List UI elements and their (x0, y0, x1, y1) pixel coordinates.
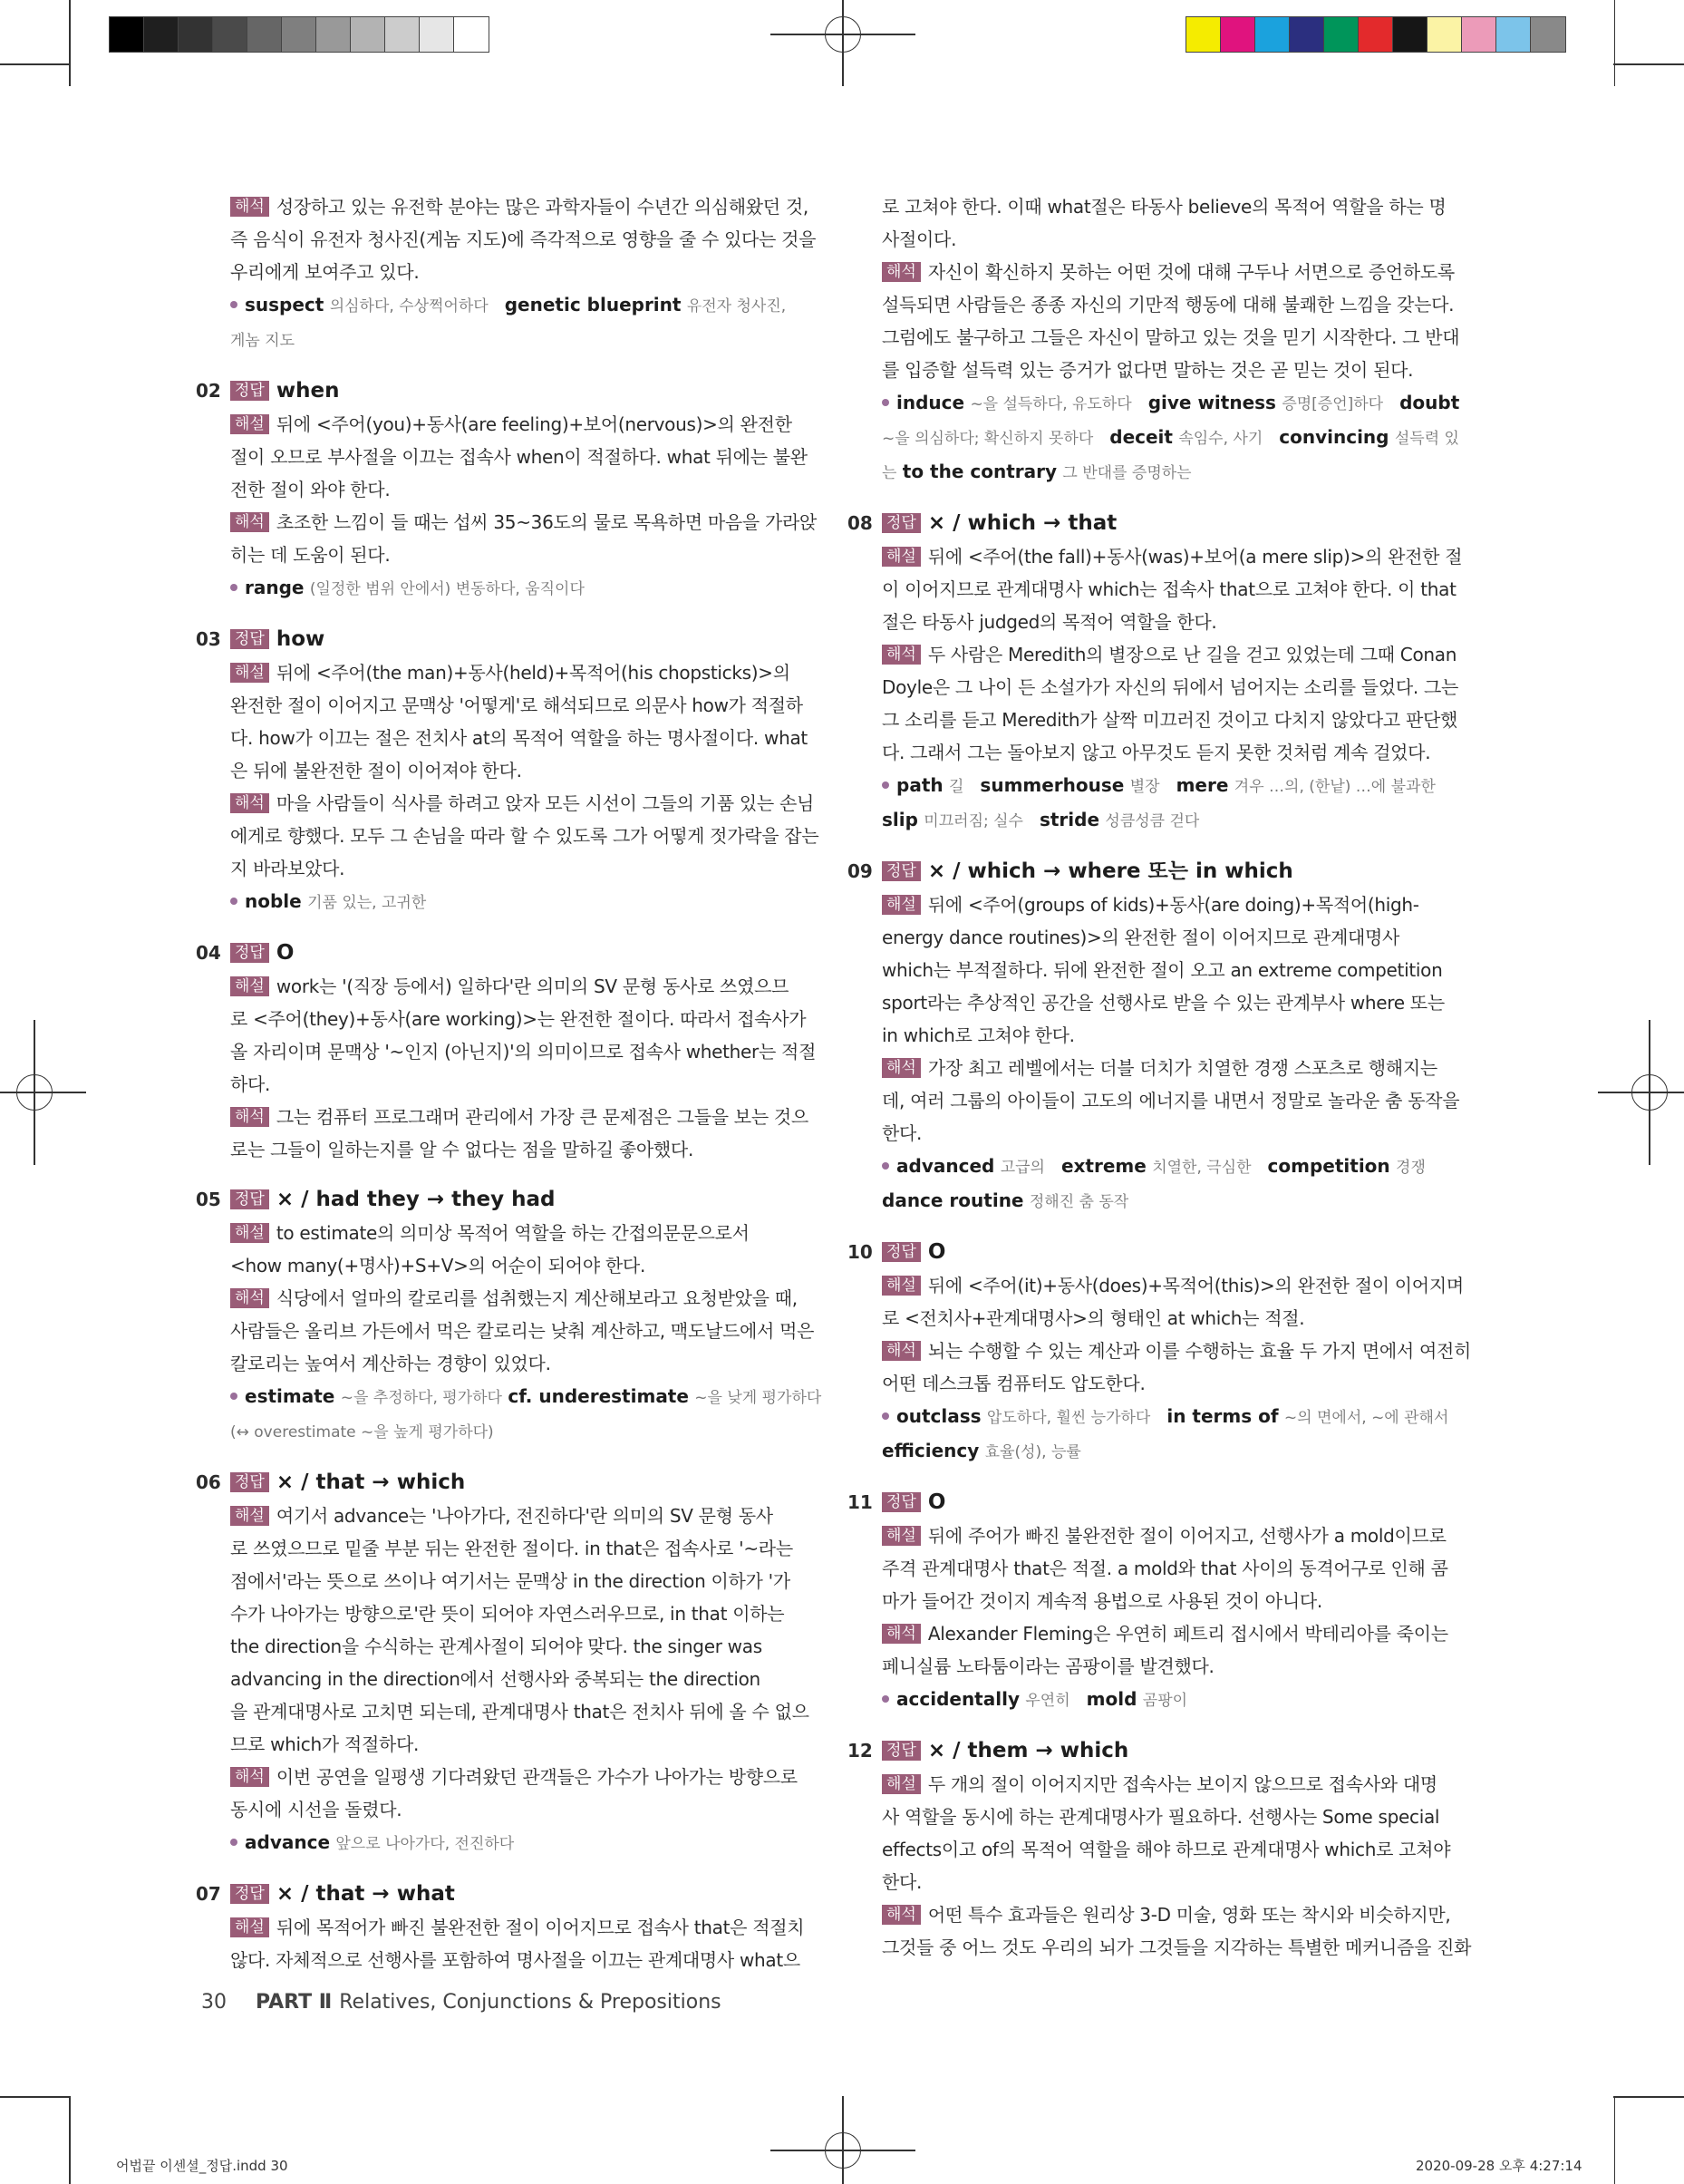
page-number: 30 (201, 1991, 227, 2014)
question-06-header: 06 정답 × / that → which (196, 1471, 466, 1494)
gray-color-bar (109, 16, 489, 53)
color-swatch (1221, 17, 1255, 52)
question-05-header: 05 정답 × / had they → they had (196, 1188, 556, 1211)
question-04-header: 04 정답 O (196, 941, 295, 965)
color-swatch (1324, 17, 1359, 52)
question-08-header: 08 정답 × / which → that (847, 511, 1118, 535)
part-label: PART Ⅱ (256, 1991, 333, 2014)
process-color-bar (1186, 16, 1566, 53)
bullet-icon (882, 1162, 889, 1170)
question-05-body: 해설 to estimate의 의미상 목적어 역할을 하는 간접의문문으로서 <how many(+명사)+S+V>의 어순이 되어야 한다. 해석 식당에서 얼마의 칼로리를 섭취했는지 계산해보라고 요청받았을 때, 사람들은 올리브 가든에서 먹은 칼로리는 낮춰 계산하고, 맥도날드에서 먹은 칼로리는 높여서 계산하는 경향이 있었다. estimate ~을 추정하다, 평가하다 cf. underestimate ~을 낮게 평가하다 (↔ overestimate ~을 높게 평가하다) (230, 1222, 822, 1441)
intro-translation: 해석 성장하고 있는 유전학 분야는 많은 과학자들이 수년간 의심해왔던 것, 즉 음식이 유전자 청사진(게놈 지도)에 즉각적으로 영향을 줄 수 있다는 것을 우리에게 보여주고 있다. suspect 의심하다, 수상쩍어하다 genetic blueprint 유전자 청사진, 게놈 지도 (230, 196, 817, 350)
right-column (847, 190, 1472, 1964)
print-slug-filename: 어법끝 이센셜_정답.indd 30 (116, 2158, 288, 2174)
bullet-icon (882, 399, 889, 406)
color-swatch (1186, 17, 1221, 52)
bullet-icon (882, 1412, 889, 1420)
page-footer (201, 1991, 721, 2014)
bullet-icon (230, 584, 237, 591)
color-swatch (1255, 17, 1290, 52)
question-12-body: 해설 두 개의 절이 이어지지만 접속사는 보이지 않으므로 접속사와 대명 사 역할을 동시에 하는 관계대명사가 필요하다. 선행사는 Some special effects이고 of의 목적어 역할을 해야 하므로 관계대명사 which로 고쳐야 한다. 해석 어떤 특수 효과들은 원리상 3-D 미술, 영화 또는 착시와 비슷하지만, 그것들 중 어느 것도 우리의 뇌가 그것들을 지각하는 특별한 메커니즘을 진화 (882, 1773, 1472, 1958)
color-swatch (316, 17, 351, 52)
question-03-header: 03 정답 how (196, 627, 325, 651)
question-08-body: 해설 뒤에 <주어(the fall)+동사(was)+보어(a mere slip)>의 완전한 절 이 이어지므로 관계대명사 which는 접속사 that으로 고쳐야 한다. 이 that 절은 타동사 judged의 목적어 역할을 한다. 해석 두 사람은 Meredith의 별장으로 난 길을 걷고 있었는데 그때 Conan Doyle은 그 나이 든 소설가가 자신의 뒤에서 넘어지는 소리를 들었다. 그는 그 소리를 듣고 Meredith가 살짝 미끄러진 것이고 다치지 않았다고 판단했 다. 그래서 그는 돌아보지 않고 아무것도 듣지 못한 것처럼 계속 걸었다. path 길 summerhouse 별장 mere 겨우 …의, (한낱) …에 불과한 slip 미끄러짐; 실수 stride 성큼성큼 걷다 (882, 546, 1463, 830)
bullet-icon (230, 1839, 237, 1846)
bullet-icon (230, 301, 237, 308)
color-swatch (1290, 17, 1324, 52)
question-07-header: 07 정답 × / that → what (196, 1882, 455, 1906)
question-02-body: 해설 뒤에 <주어(you)+동사(are feeling)+보어(nervous)>의 완전한 절이 오므로 부사절을 이끄는 접속사 when이 적절하다. what 뒤에는 불완 전한 절이 와야 한다. 해석 초조한 느낌이 들 때는 섭씨 35~36도의 물로 목욕하면 마음을 가라앉 히는 데 도움이 된다. range (일정한 범위 안에서) 변동하다, 움직이다 (230, 413, 818, 598)
color-swatch (247, 17, 282, 52)
color-swatch (385, 17, 420, 52)
part-subtitle: Relatives, Conjunctions & Prepositions (339, 1991, 721, 2014)
color-swatch (1531, 17, 1565, 52)
left-column (196, 190, 822, 1976)
question-09-header: 09 정답 × / which → where 또는 in which (847, 859, 1293, 883)
color-swatch (1462, 17, 1496, 52)
question-02-header: 02 정답 when (196, 379, 340, 403)
question-06-body: 해설 여기서 advance는 '나아가다, 전진하다'란 의미의 SV 문형 동사 로 쓰였으므로 밑줄 부분 뒤는 완전한 절이다. in that은 접속사로 '~라는 점에서'라는 뜻으로 쓰이나 여기서는 문맥상 in the direction 이하가 '가 수가 나아가는 방향으로'란 뜻이 되어야 자연스러우므로, in that 이하는 the direction을 수식하는 관계사절이 되어야 맞다. the singer was advancing in the direction에서 선행사와 중복되는 the direction 을 관계대명사로 고치면 되는데, 관계대명사 that은 전치사 뒤에 올 수 없으 므로 which가 적절하다. 해석 이번 공연을 일평생 기다려왔던 관객들은 가수가 나아가는 방향으로 동시에 시선을 돌렸다. advance 앞으로 나아가다, 전진하다 (230, 1505, 809, 1853)
bullet-icon (230, 898, 237, 905)
color-swatch (282, 17, 316, 52)
bullet-icon (230, 1393, 237, 1400)
color-swatch (110, 17, 144, 52)
bullet-icon (882, 781, 889, 789)
question-11-header: 11 정답 O (847, 1490, 946, 1514)
vocab-line: suspect 의심하다, 수상쩍어하다 genetic blueprint 유전자 청사진, (230, 288, 744, 323)
question-04-body: 해설 work는 '(직장 등에서) 일하다'란 의미의 SV 문형 동사로 쓰였으므 로 <주어(they)+동사(are working)>는 완전한 절이다. 따라서 접속사가 올 자리이며 문맥상 '~인지 (아닌지)'의 의미이므로 접속사 whether는 적절 하다. 해석 그는 컴퓨터 프로그래머 관리에서 가장 큰 문제점은 그들을 보는 것으 로는 그들이 일하는지를 알 수 없다는 점을 말하길 좋아했다. (230, 976, 817, 1160)
color-swatch (1359, 17, 1393, 52)
question-12-header: 12 정답 × / them → which (847, 1739, 1129, 1762)
color-swatch (1428, 17, 1462, 52)
color-swatch (454, 17, 489, 52)
bullet-icon (882, 1695, 889, 1703)
color-swatch (420, 17, 454, 52)
question-07-body: 해설 뒤에 목적어가 빠진 불완전한 절이 이어지므로 접속사 that은 적절치 않다. 자체적으로 선행사를 포함하여 명사절을 이끄는 관계대명사 what으 (230, 1917, 805, 1971)
question-09-body: 해설 뒤에 <주어(groups of kids)+동사(are doing)+목적어(high- energy dance routines)>의 완전한 절이 이어지므로 관계대명사 which는 부적절하다. 뒤에 완전한 절이 오고 an extreme competition sport라는 추상적인 공간을 선행사로 받을 수 있는 관계부사 where 또는 in which로 고쳐야 한다. 해석 가장 최고 레벨에서는 더블 더치가 치열한 경쟁 스포츠로 행해지는 데, 여러 그룹의 아이들이 고도의 에너지를 내면서 정말로 놀라운 춤 동작을 한다. advanced 고급의 extreme 치열한, 극심한 competition 경쟁 dance routine 정해진 춤 동작 (882, 894, 1460, 1211)
question-07-continued: 로 고쳐야 한다. 이때 what절은 타동사 believe의 목적어 역할을 하는 명 사절이다. 해석 자신이 확신하지 못하는 어떤 것에 대해 구두나 서면으로 증언하도록 설득되면 사람들은 종종 자신의 기만적 행동에 대해 불쾌한 느낌을 갖는다. 그럼에도 불구하고 그들은 자신이 말하고 있는 것을 믿기 시작한다. 그 반대 를 입증할 설득력 있는 증거가 없다면 말하는 것은 곧 믿는 것이 된다. induce ~을 설득하다, 유도하다 give witness 증명[증언]하다 doubt ~을 의심하다; 확신하지 못하다 deceit 속임수, 사기 convincing 설득력 있 는 to the contrary 그 반대를 증명하는 (882, 196, 1460, 482)
color-swatch (144, 17, 179, 52)
question-10-body: 해설 뒤에 <주어(it)+동사(does)+목적어(this)>의 완전한 절이 이어지며 로 <전치사+관계대명사>의 형태인 at which는 적절. 해석 뇌는 수행할 수 있는 계산과 이를 수행하는 효율 두 가지 면에서 여전히 어떤 데스크톱 컴퓨터도 압도한다. outclass 압도하다, 훨씬 능가하다 in terms of ~의 면에서, ~에 관해서 efficiency 효율(성), 능률 (882, 1275, 1472, 1461)
question-10-header: 10 정답 O (847, 1240, 946, 1264)
question-11-body: 해설 뒤에 주어가 빠진 불완전한 절이 이어지고, 선행사가 a mold이므로 주격 관계대명사 that은 적절. a mold와 that 사이의 동격어구로 인해 콤 마가 들어간 것이지 계속적 용법으로 사용된 것이 아니다. 해석 Alexander Fleming은 우연히 페트리 접시에서 박테리아를 죽이는 페니실륨 노타툼이라는 곰팡이를 발견했다. accidentally 우연히 mold 곰팡이 (882, 1525, 1448, 1710)
color-swatch (1393, 17, 1428, 52)
color-swatch (351, 17, 385, 52)
question-03-body: 해설 뒤에 <주어(the man)+동사(held)+목적어(his chopsticks)>의 완전한 절이 이어지고 문맥상 '어떻게'로 해석되므로 의문사 how가 적절하 다. how가 이끄는 절은 전치사 at의 목적어 역할을 하는 명사절이다. what 은 뒤에 불완전한 절이 이어져야 한다. 해석 마을 사람들이 식사를 하려고 앉자 모든 시선이 그들의 기품 있는 손님 에게로 향했다. 모두 그 손님을 따라 할 수 있도록 그가 어떻게 젓가락을 잡는 지 바라보았다. noble 기품 있는, 고귀한 (230, 662, 819, 912)
color-swatch (213, 17, 247, 52)
color-swatch (179, 17, 213, 52)
print-slug-timestamp: 2020-09-28 오후 4:27:14 (1416, 2158, 1582, 2174)
translation-tag: 해석 (230, 197, 269, 217)
color-swatch (1496, 17, 1531, 52)
